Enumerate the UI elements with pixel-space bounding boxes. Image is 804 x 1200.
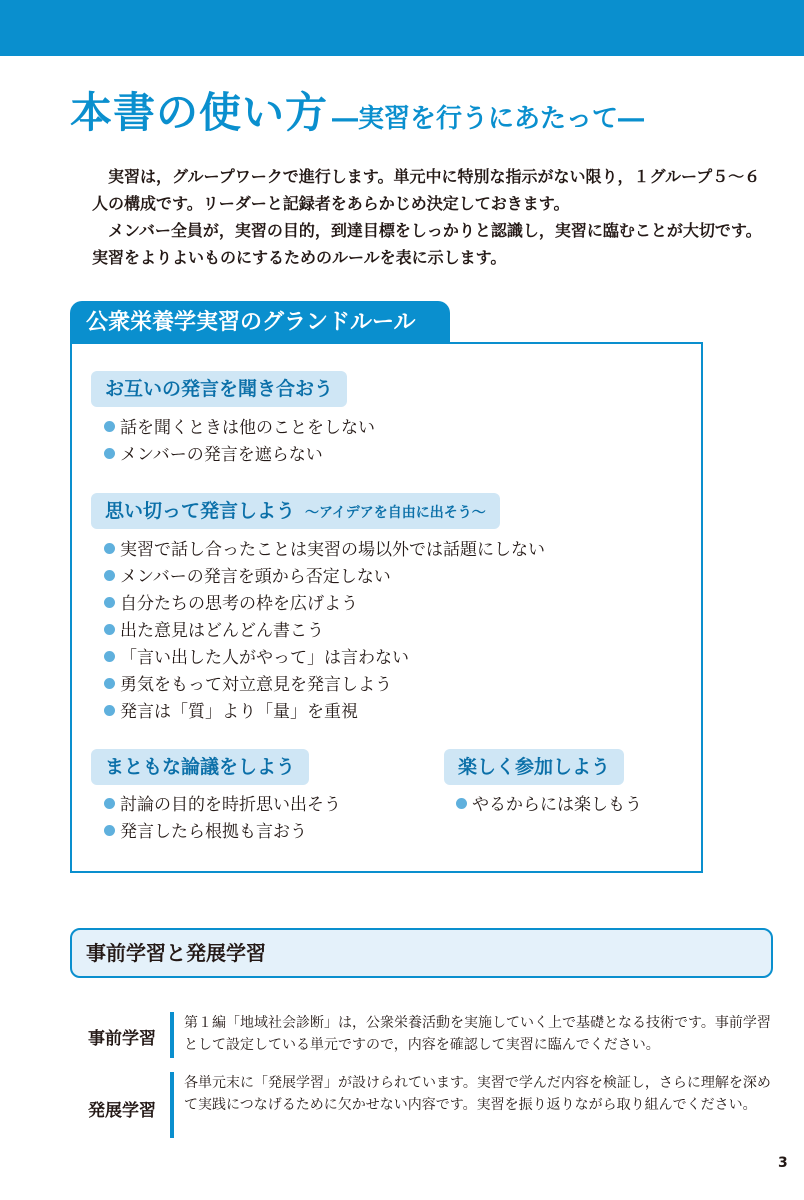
page-number: 3 xyxy=(778,1155,788,1171)
bullet-icon xyxy=(104,543,115,554)
list-item xyxy=(104,442,375,469)
pre-study-text: 第１編「地域社会診断」は，公衆栄養活動を実施していく上で基礎となる技術です。事前学習として設定している単元ですので，内容を確認して実習に臨んでください。 xyxy=(184,1015,771,1053)
list-item xyxy=(104,819,341,846)
page-title xyxy=(70,88,645,137)
page-title-sub: ―実習を行うにあたって― xyxy=(332,104,645,134)
page-title-main: 本書の使い方 xyxy=(70,88,329,137)
bullet-icon xyxy=(104,798,115,809)
top-color-band xyxy=(0,0,804,56)
advanced-study-label: 発展学習 xyxy=(88,1101,156,1121)
rule-heading-text: 楽しく参加しよう xyxy=(458,756,611,778)
development-section-title: 事前学習と発展学習 xyxy=(70,928,773,978)
list-item-text: メンバーの発言を頭から否定しない xyxy=(120,567,391,587)
list-item-text: やるからには楽しもう xyxy=(472,795,642,815)
list-item-text: 実習で話し合ったことは実習の場以外では話題にしない xyxy=(120,540,545,560)
divider xyxy=(170,1012,174,1058)
list-item-text: 話を聞くときは他のことをしない xyxy=(120,418,375,438)
bullet-icon xyxy=(104,624,115,635)
list-item xyxy=(456,792,642,819)
bullet-icon xyxy=(104,678,115,689)
list-item xyxy=(104,591,545,618)
list-item-text: 発言したら根拠も言おう xyxy=(120,822,307,842)
intro-paragraph: メンバー全員が，実習の目的，到達目標をしっかりと認識し，実習に臨むことが大切です。実習をよりよいものにするためのルールを表に示します。 xyxy=(92,221,762,267)
rule-list-enjoy xyxy=(456,792,642,819)
list-item xyxy=(104,699,545,726)
bullet-icon xyxy=(104,570,115,581)
rule-heading-listen xyxy=(91,371,347,407)
rule-heading-enjoy xyxy=(444,749,624,785)
bullet-icon xyxy=(104,448,115,459)
rule-list-debate xyxy=(104,792,341,846)
list-item-text: 出た意見はどんどん書こう xyxy=(120,621,324,641)
rule-heading-speak xyxy=(91,493,500,529)
list-item xyxy=(104,564,545,591)
intro-paragraph: 実習は，グループワークで進行します。単元中に特別な指示がない限り，１グループ５～６人の構成です。リーダーと記録者をあらかじめ決定しておきます。 xyxy=(92,167,761,213)
list-item xyxy=(104,537,545,564)
rule-heading-debate xyxy=(91,749,309,785)
bullet-icon xyxy=(104,651,115,662)
list-item-text: 討論の目的を時折思い出そう xyxy=(120,795,341,815)
list-item xyxy=(104,645,545,672)
list-item xyxy=(104,415,375,442)
list-item-text: 発言は「質」より「量」を重視 xyxy=(120,702,358,722)
bullet-icon xyxy=(104,825,115,836)
rule-list-speak xyxy=(104,537,545,726)
list-item-text: メンバーの発言を遮らない xyxy=(120,445,323,465)
advanced-study-text: 各単元末に「発展学習」が設けられています。実習で学んだ内容を検証し，さらに理解を深めて実践につなげるために欠かせない内容です。実習を振り返りながら取り組んでください。 xyxy=(184,1075,771,1113)
rule-heading-text: お互いの発言を聞き合おう xyxy=(105,378,334,400)
list-item xyxy=(104,672,545,699)
rule-subheading-text: ～アイデアを自由に出そう～ xyxy=(305,505,486,521)
divider xyxy=(170,1072,174,1138)
ground-rules-title: 公衆栄養学実習のグランドルール xyxy=(70,301,450,345)
bullet-icon xyxy=(104,421,115,432)
list-item-text: 勇気をもって対立意見を発言しよう xyxy=(120,675,392,695)
rule-heading-text: まともな論議をしよう xyxy=(105,756,296,778)
rule-heading-text: 思い切って発言しよう xyxy=(105,500,296,522)
list-item-text: 「言い出した人がやって」は言わない xyxy=(120,648,409,668)
bullet-icon xyxy=(104,597,115,608)
bullet-icon xyxy=(104,705,115,716)
pre-study-label: 事前学習 xyxy=(88,1029,156,1049)
intro-text xyxy=(92,163,772,271)
list-item xyxy=(104,618,545,645)
list-item xyxy=(104,792,341,819)
bullet-icon xyxy=(456,798,467,809)
rule-list-listen xyxy=(104,415,375,469)
list-item-text: 自分たちの思考の枠を広げよう xyxy=(120,594,358,614)
